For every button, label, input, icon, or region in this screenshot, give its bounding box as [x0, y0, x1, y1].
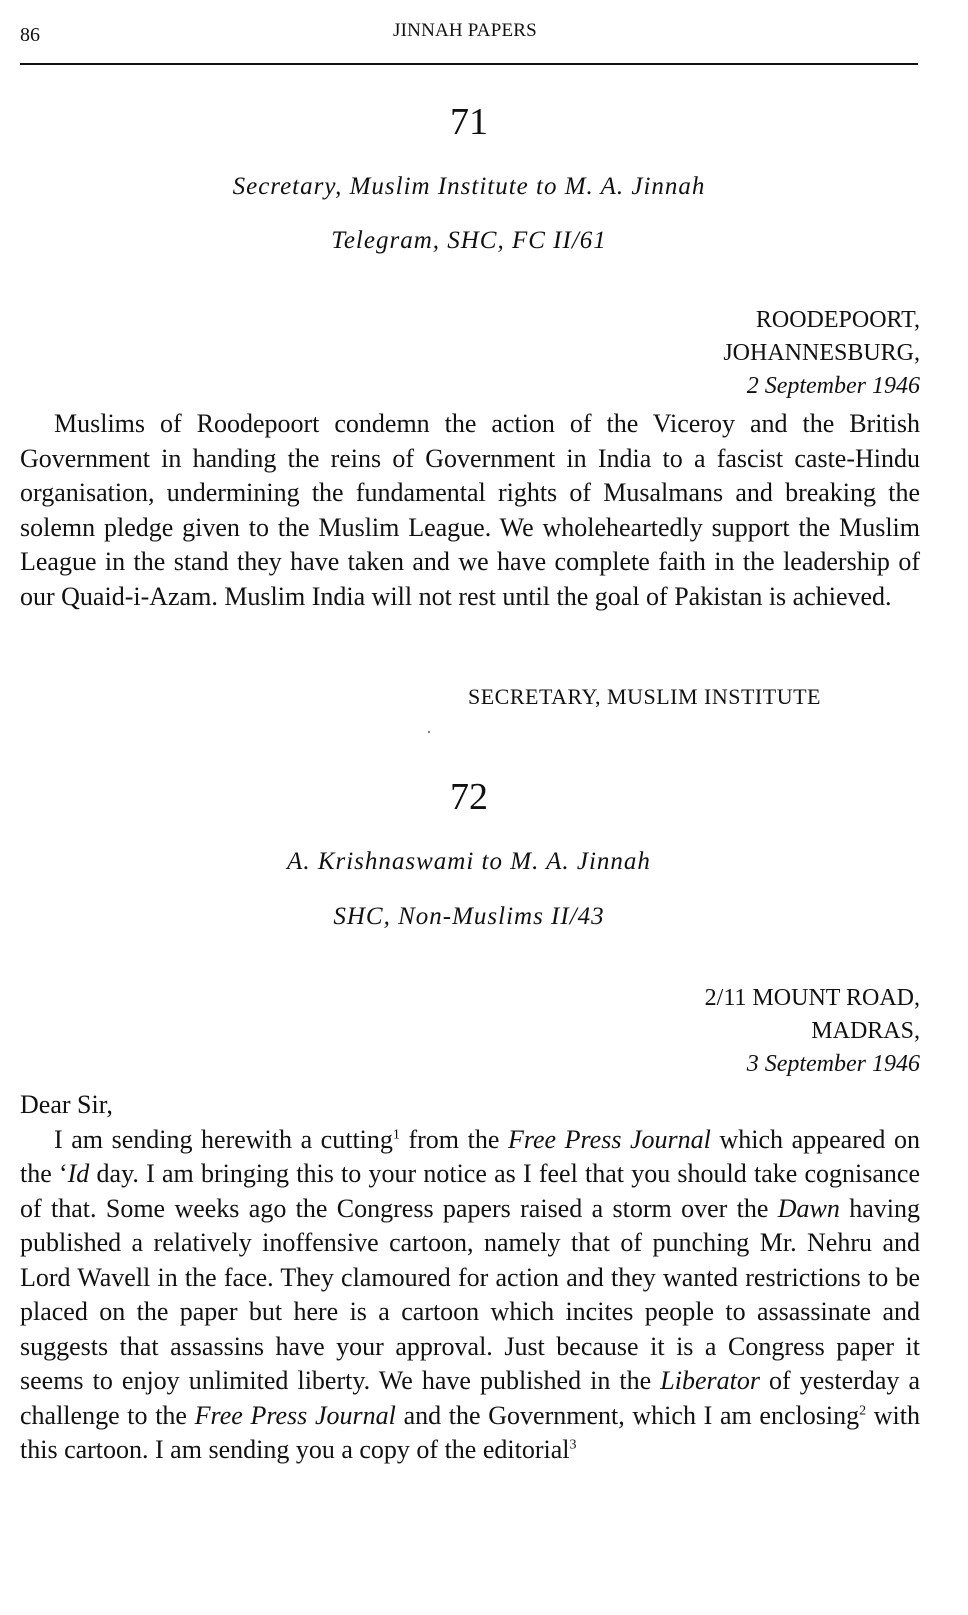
text-run: of yesterday a challenge to the [20, 1366, 920, 1430]
footnote-marker: 3 [569, 1437, 577, 1453]
document-number-71: 71 [450, 101, 488, 143]
place-line: JOHANNESBURG, [723, 340, 920, 366]
document-72-body [20, 1088, 920, 1468]
document-71-source: Telegram, SHC, FC II/61 [331, 227, 607, 254]
publication-title: Dawn [777, 1193, 840, 1223]
publication-title: Free Press Journal [194, 1400, 396, 1430]
document-71-signature: SECRETARY, MUSLIM INSTITUTE [468, 684, 821, 709]
place-line: ROODEPOORT, [755, 307, 920, 333]
running-title: JINNAH PAPERS [393, 20, 537, 41]
document-71-heading: Secretary, Muslim Institute to M. A. Jinnah [232, 173, 706, 200]
address-line: MADRAS, [811, 1018, 920, 1044]
text-run: and the Government, which I am enclosing [395, 1400, 860, 1430]
text-run: having published a relatively inoffensive cartoon, namely that of punching Mr. Nehru and Lord Wavell in the face. They clamoured for action and they wanted restrictions to be placed on the paper but here is a cartoon which incites people to assassinate and suggests that assassins have your approval. Just because it is a Congress paper it seems to enjoy unlimited liberty. We have published in the [20, 1193, 920, 1395]
ink-speck [428, 731, 430, 733]
document-72-source: SHC, Non-Muslims II/43 [333, 903, 605, 930]
document-number-72: 72 [450, 776, 488, 818]
letter-date: 3 September 1946 [746, 1051, 920, 1077]
footnote-marker: 2 [859, 1402, 867, 1418]
document-72-dateline [705, 982, 920, 1081]
document-71-dateline [723, 304, 920, 403]
publication-title: Liberator [660, 1366, 760, 1395]
page-number: 86 [20, 24, 40, 46]
body-paragraph [20, 1123, 920, 1468]
text-run: I am sending herewith a cutting [54, 1124, 393, 1154]
text-run: which appeared on the ‘ [20, 1124, 920, 1188]
text-run: with this cartoon. I am sending you a copy of the editorial [20, 1400, 920, 1464]
document-71-body [20, 407, 920, 614]
text-run: day. I am bringing this to your notice as I feel that you should take cognisance of that. Some weeks ago the Congress papers raised a storm over the [20, 1159, 920, 1223]
body-paragraph: Muslims of Roodepoort condemn the action of the Viceroy and the British Government in handing the reins of Government in India to a fascist caste-Hindu organisation, undermining the fundamental rights of Musalmans and breaking the solemn pledge given to the Muslim League. We wholeheartedly support the Muslim League in the stand they have taken and we have complete faith in the leadership of our Quaid-i-Azam. Muslim India will not rest until the goal of Pakistan is achieved. [20, 409, 920, 611]
italic-word: Id [67, 1159, 90, 1188]
header-rule [20, 63, 918, 65]
text-run: from the [399, 1124, 508, 1154]
address-line: 2/11 MOUNT ROAD, [704, 985, 920, 1011]
document-72-heading: A. Krishnaswami to M. A. Jinnah [287, 848, 651, 875]
footnote-marker: 1 [392, 1126, 400, 1142]
salutation: Dear Sir, [20, 1090, 113, 1119]
letter-date: 2 September 1946 [746, 373, 920, 399]
publication-title: Free Press Journal [507, 1124, 711, 1154]
